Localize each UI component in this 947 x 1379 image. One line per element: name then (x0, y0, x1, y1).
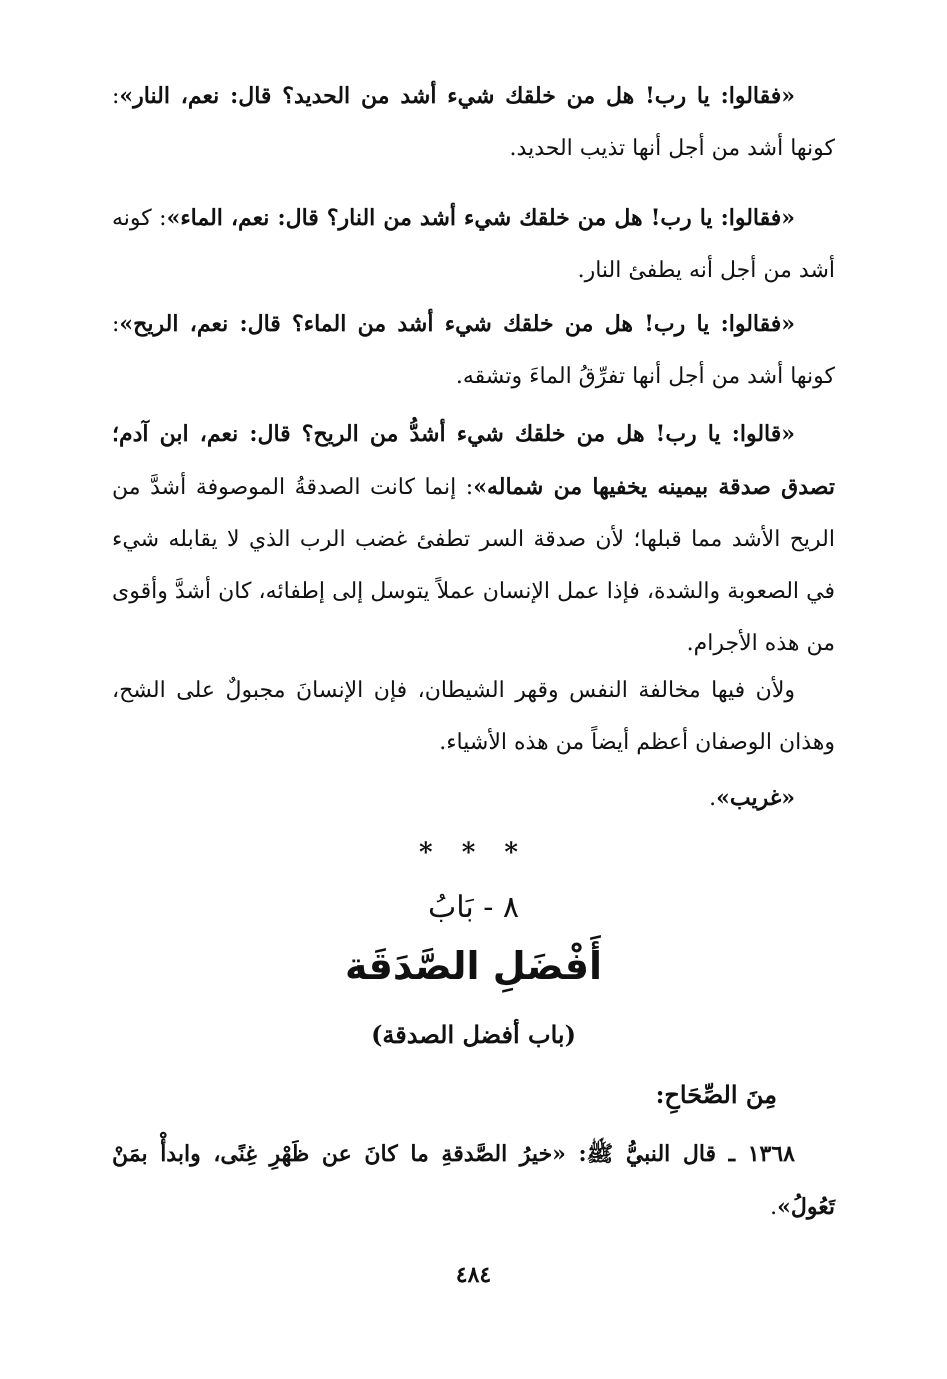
paragraph-bold: «فقالوا: يا رب! هل من خلقك شيء أشد من الحديد؟ قال: نعم، النار» (119, 83, 795, 109)
paragraph-fire (112, 192, 835, 297)
chapter-number: ٨ - بَابُ (427, 890, 520, 925)
paragraph-explanation (112, 664, 835, 769)
section-separator: * * * (419, 838, 528, 868)
paragraph-iron (112, 70, 835, 175)
paragraph-bold: «غريب» (716, 785, 795, 811)
chapter-subtitle: (باب أفضل الصدقة) (371, 1020, 576, 1049)
paragraph-text: : كونه أشد من أجل أنه يطفئ النار. (112, 206, 835, 283)
paragraph-wind (112, 408, 835, 670)
paragraph-text: . (709, 786, 717, 811)
hadith-bold: ١٣٦٨ ـ قال النبيُّ ﷺ: «خيرُ الصَّدقةِ ما كانَ عن ظَهْرِ غِنًى، وابدأْ بمَنْ تَعُولُ» (112, 1141, 835, 1220)
paragraph-text: : إنما كانت الصدقةُ الموصوفة أشدَّ من الريح الأشد مما قبلها؛ لأن صدقة السر تطفئ غضب الرب الذي لا يقابله شيء في الصعوبة والشدة، فإذا عمل الإنسان عملاً يتوسل إلى إطفائه، كان أشدَّ وأقوى من هذه الأجرام. (112, 475, 835, 656)
page-number: ٤٨٤ (455, 1262, 492, 1288)
paragraph-water (112, 298, 835, 403)
chapter-title: أَفْضَلِ الصَّدَقَة (344, 944, 603, 988)
paragraph-bold: «فقالوا: يا رب! هل من خلقك شيء أشد من الماء؟ قال: نعم، الريح» (119, 311, 795, 337)
hadith-text: . (770, 1195, 778, 1220)
paragraph-gharib (112, 772, 835, 825)
section-label: مِنَ الصِّحَاحِ: (655, 1080, 777, 1109)
paragraph-bold: «فقالوا: يا رب! هل من خلقك شيء أشد من النار؟ قال: نعم، الماء» (166, 205, 796, 231)
hadith-1368 (112, 1128, 835, 1234)
paragraph-text: : كونها أشد من أجل أنها تفرِّقُ الماءَ وتشقه. (112, 312, 835, 389)
paragraph-bold: «قالوا: يا رب! هل من خلقك شيء أشدُّ من الريح؟ قال: نعم، ابن آدم؛ تصدق صدقة بيمينه يخفيها من شماله» (112, 421, 835, 500)
paragraph-text: : كونها أشد من أجل أنها تذيب الحديد. (112, 84, 835, 161)
paragraph-text: ولأن فيها مخالفة النفس وقهر الشيطان، فإن الإنسانَ مجبولٌ على الشح، وهذان الوصفان أعظم أيضاً من هذه الأشياء. (112, 678, 835, 755)
